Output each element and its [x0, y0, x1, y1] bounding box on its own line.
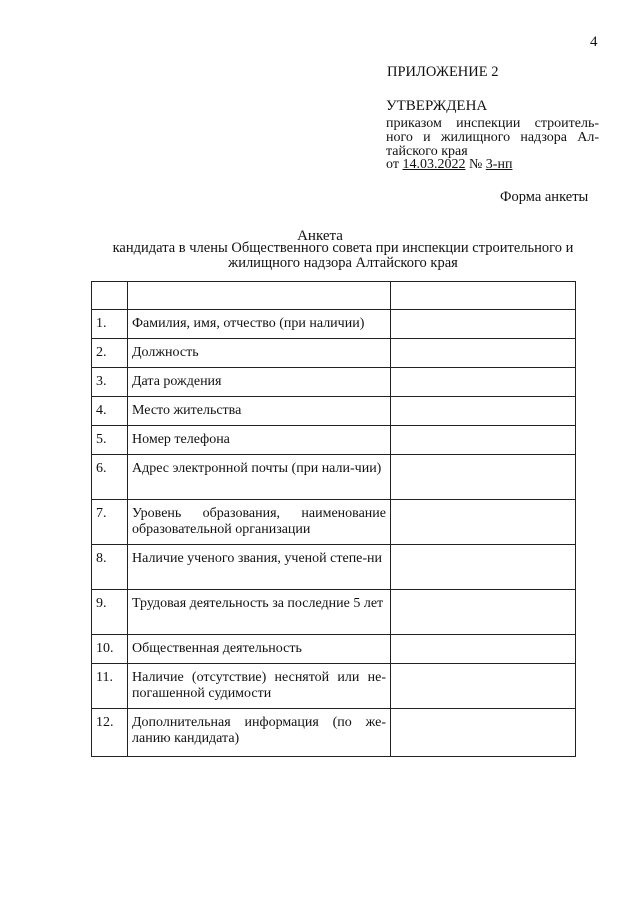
row-label: Место жительства [128, 397, 391, 426]
table-row [92, 397, 576, 426]
table-row [92, 590, 576, 635]
page-number: 4 [590, 34, 598, 50]
form-label: Форма анкеты [500, 189, 589, 205]
order-number-sign: № [468, 157, 483, 172]
table-row [92, 310, 576, 339]
order-from: от [386, 157, 399, 172]
order-date-line [386, 158, 512, 172]
questionnaire-table [91, 281, 576, 757]
row-value [391, 664, 576, 709]
table-row [92, 368, 576, 397]
row-label: Фамилия, имя, отчество (при наличии) [128, 310, 391, 339]
row-value [391, 590, 576, 635]
header-cell-value [391, 282, 576, 310]
order-text-line-3: тайского края [386, 144, 468, 159]
row-number: 9. [92, 590, 128, 635]
row-label: Общественная деятельность [128, 635, 391, 664]
document-subtitle-line-1: кандидата в члены Общественного совета при инспекции строительного и [112, 240, 574, 256]
row-value [391, 310, 576, 339]
row-label: Дата рождения [128, 368, 391, 397]
document-title: Анкета [297, 228, 343, 244]
table-row [92, 545, 576, 590]
header-cell-number [92, 282, 128, 310]
row-label: Номер телефона [128, 426, 391, 455]
order-text-line-1: приказом инспекции строитель- [386, 116, 599, 131]
row-number: 3. [92, 368, 128, 397]
row-number: 1. [92, 310, 128, 339]
row-label: Наличие (отсутствие) неснятой или не-погашенной судимости [128, 664, 391, 709]
row-label: Наличие ученого звания, ученой степе-ни [128, 545, 391, 590]
row-number: 8. [92, 545, 128, 590]
row-value [391, 426, 576, 455]
row-number: 12. [92, 709, 128, 757]
order-date: 14.03.2022 [402, 157, 466, 172]
row-value [391, 455, 576, 500]
row-value [391, 709, 576, 757]
row-label: Адрес электронной почты (при нали-чии) [128, 455, 391, 500]
row-number: 6. [92, 455, 128, 500]
table-row [92, 635, 576, 664]
row-label: Дополнительная информация (по же-ланию кандидата) [128, 709, 391, 757]
row-number: 11. [92, 664, 128, 709]
table-row [92, 339, 576, 368]
table-row [92, 426, 576, 455]
table-row [92, 455, 576, 500]
table-row [92, 500, 576, 545]
table-row [92, 709, 576, 757]
row-value [391, 339, 576, 368]
row-value [391, 545, 576, 590]
row-value [391, 397, 576, 426]
appendix-label: ПРИЛОЖЕНИЕ 2 [387, 64, 499, 80]
row-label: Трудовая деятельность за последние 5 лет [128, 590, 391, 635]
row-value [391, 368, 576, 397]
row-number: 2. [92, 339, 128, 368]
row-value [391, 635, 576, 664]
table-header-row [92, 282, 576, 310]
document-subtitle-line-2: жилищного надзора Алтайского края [228, 255, 458, 271]
row-number: 4. [92, 397, 128, 426]
row-value [391, 500, 576, 545]
row-number: 7. [92, 500, 128, 545]
order-text-line-2: ного и жилищного надзора Ал- [386, 130, 599, 145]
approved-label: УТВЕРЖДЕНА [386, 98, 488, 114]
header-cell-label [128, 282, 391, 310]
row-label: Уровень образования, наименование образовательной организации [128, 500, 391, 545]
row-label: Должность [128, 339, 391, 368]
order-number: 3-нп [485, 157, 513, 172]
row-number: 5. [92, 426, 128, 455]
table-row [92, 664, 576, 709]
row-number: 10. [92, 635, 128, 664]
